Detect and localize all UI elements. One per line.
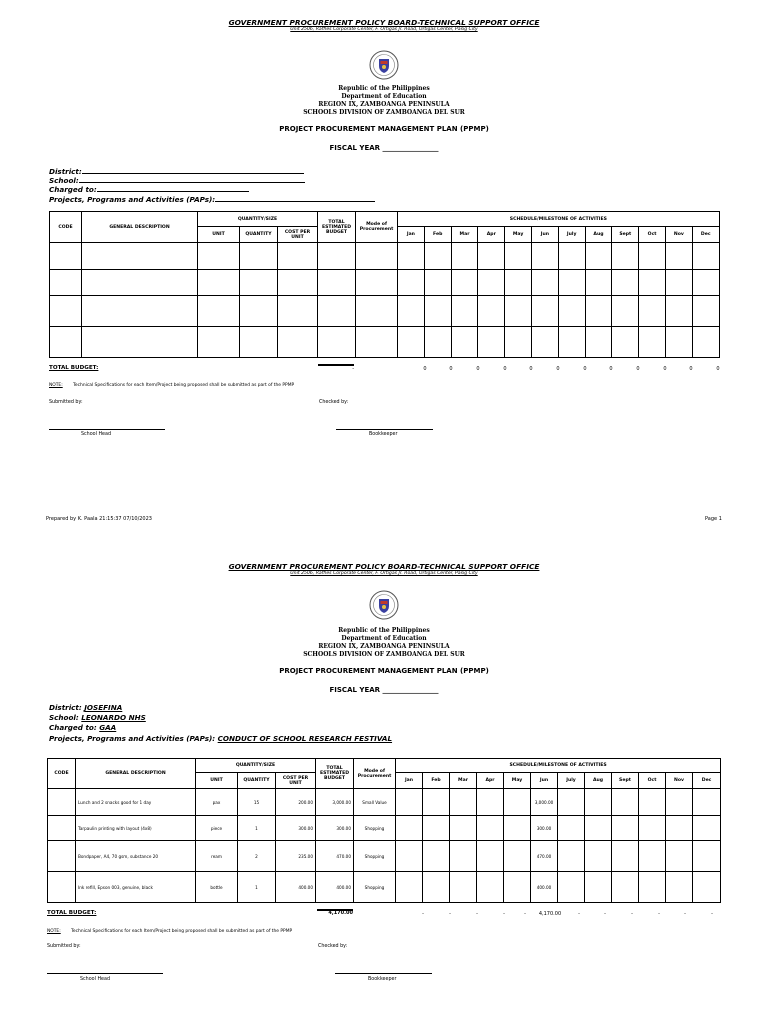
month-apr: Apr	[478, 227, 505, 243]
total-budget-label: TOTAL BUDGET:	[47, 910, 97, 916]
school-head-signature-line	[49, 429, 165, 430]
district-field	[49, 703, 122, 712]
month-aug: Aug	[585, 773, 612, 789]
table-row	[50, 327, 720, 358]
month-total: 0	[663, 366, 667, 372]
ppmp-table	[47, 758, 721, 903]
region-line: REGION IX, ZAMBOANGA PENINSULA	[318, 101, 450, 108]
col-mode: Mode of Procurement	[356, 212, 398, 243]
col-schedule: SCHEDULE/MILESTONE OF ACTIVITIES	[398, 212, 720, 227]
col-total-budget: TOTAL ESTIMATED BUDGET	[316, 759, 354, 789]
month-dec: Dec	[693, 773, 721, 789]
paps-field	[49, 734, 392, 743]
month-may: May	[505, 227, 532, 243]
item-description: Bondpaper, A4, 70 gsm, substance 20	[76, 841, 196, 872]
division-line: SCHOOLS DIVISION OF ZAMBOANGA DEL SUR	[303, 109, 465, 116]
paps-field	[49, 194, 375, 204]
header-title: GOVERNMENT PROCUREMENT POLICY BOARD-TECHNICAL SUPPORT OFFICE	[228, 18, 540, 27]
month-total: 0	[476, 366, 480, 372]
month-total: -	[578, 911, 580, 917]
note-label: NOTE:	[47, 929, 61, 934]
item-description: Lunch and 2 snacks good for 1 day	[76, 789, 196, 816]
month-nov: Nov	[665, 227, 692, 243]
prepared-by-footer: Prepared by K. Paala 21:15:37 07/10/2023	[46, 516, 152, 522]
paps-value: CONDUCT OF SCHOOL RESEARCH FESTIVAL	[217, 734, 393, 743]
charged-to-value: GAA	[99, 723, 117, 732]
month-sep: Sept	[612, 773, 639, 789]
dept-line: Department of Education	[341, 93, 427, 100]
note-text: Technical Specifications for each Item/Project being proposed shall be submitted as part of the PPMP	[71, 929, 293, 934]
month-total: 0	[716, 366, 720, 372]
header-address: Unit 2506, Raffles Corporate Center, F. Ortigas Jr. Road, Ortigas Center, Pasig City	[290, 571, 478, 576]
district-label: District:	[49, 703, 82, 712]
col-code: CODE	[50, 212, 82, 243]
deped-seal-icon	[369, 590, 399, 620]
col-code: CODE	[48, 759, 76, 789]
region-line: REGION IX, ZAMBOANGA PENINSULA	[318, 643, 450, 650]
item-description: Ink refill, Epson 003, genuine, black	[76, 872, 196, 903]
col-quantity-size: QUANTITY/SIZE	[198, 212, 318, 227]
month-feb: Feb	[424, 227, 451, 243]
col-mode: Mode of Procurement	[354, 759, 396, 789]
school-head-label: School Head	[80, 977, 110, 982]
month-total: -	[524, 911, 526, 917]
month-total: -	[631, 911, 633, 917]
month-sep: Sept	[612, 227, 639, 243]
month-jan: Jan	[396, 773, 423, 789]
deped-seal-icon	[369, 50, 399, 80]
ppmp-page-2	[0, 540, 768, 1024]
note-text: Technical Specifications for each Item/Project being proposed shall be submitted as part of the PPMP	[73, 383, 295, 388]
total-budget-value: 4,170.00	[328, 910, 353, 916]
school-field	[49, 713, 146, 722]
col-unit: UNIT	[198, 227, 240, 243]
month-feb: Feb	[423, 773, 450, 789]
bookkeeper-label: Bookkeeper	[368, 977, 397, 982]
fiscal-year: FISCAL YEAR ________________	[329, 686, 439, 694]
paps-label: Projects, Programs and Activities (PAPs):	[49, 734, 216, 743]
col-schedule: SCHEDULE/MILESTONE OF ACTIVITIES	[396, 759, 721, 773]
month-dec: Dec	[692, 227, 719, 243]
month-total: -	[449, 911, 451, 917]
charged-to-field	[49, 184, 249, 194]
checked-by-label: Checked by:	[319, 400, 349, 405]
month-oct: Oct	[639, 227, 666, 243]
header-title: GOVERNMENT PROCUREMENT POLICY BOARD-TECHNICAL SUPPORT OFFICE	[228, 562, 540, 571]
month-jul: July	[558, 227, 585, 243]
bookkeeper-signature-line	[335, 973, 432, 974]
month-total: -	[604, 911, 606, 917]
month-total: 0	[689, 366, 693, 372]
header-address: Unit 2506, Raffles Corporate Center, F. Ortigas Jr. Road, Ortigas Center, Pasig City	[290, 27, 478, 32]
month-mar: Mar	[451, 227, 478, 243]
table-row: Ink refill, Epson 003, genuine, black bottle 1 400.00 400.00 Shopping 400.00	[48, 872, 721, 903]
month-total: 4,170.00	[538, 911, 562, 917]
item-description: Tarpaulin printing with layout (4x8)	[76, 816, 196, 841]
table-row: Lunch and 2 snacks good for 1 day pax 15 200.00 3,000.00 Small Value 3,000.00	[48, 789, 721, 816]
col-unit: UNIT	[196, 773, 238, 789]
school-value: LEONARDO NHS	[81, 713, 146, 722]
total-budget-value: -	[352, 366, 354, 372]
district-label: District:	[49, 167, 82, 176]
submitted-by-label: Submitted by:	[49, 400, 83, 405]
month-jun: Jun	[531, 773, 558, 789]
col-cost-per-unit: COST PER UNIT	[276, 773, 316, 789]
col-quantity: QUANTITY	[240, 227, 278, 243]
month-total: 0	[609, 366, 613, 372]
col-cost-per-unit: COST PER UNIT	[278, 227, 318, 243]
school-label: School:	[49, 713, 79, 722]
table-row	[50, 243, 720, 270]
month-total: 0	[423, 366, 427, 372]
col-quantity-size: QUANTITY/SIZE	[196, 759, 316, 773]
school-head-signature-line	[47, 973, 163, 974]
plan-title: PROJECT PROCUREMENT MANAGEMENT PLAN (PPMP)	[279, 125, 489, 133]
col-description: GENERAL DESCRIPTION	[82, 212, 198, 243]
charged-to-label: Charged to:	[49, 185, 97, 194]
total-budget-label: TOTAL BUDGET:	[49, 365, 99, 371]
charged-to-field	[49, 723, 116, 732]
bookkeeper-label: Bookkeeper	[369, 432, 398, 437]
table-row: Tarpaulin printing with layout (4x8) piece 1 300.00 300.00 Shopping 300.00	[48, 816, 721, 841]
school-label: School:	[49, 176, 79, 185]
month-total: 0	[529, 366, 533, 372]
month-total: 0	[556, 366, 560, 372]
month-may: May	[504, 773, 531, 789]
col-quantity: QUANTITY	[238, 773, 276, 789]
district-value: JOSEFINA	[84, 703, 123, 712]
fiscal-year: FISCAL YEAR ________________	[329, 144, 439, 152]
month-total: -	[476, 911, 478, 917]
gov-line: Republic of the Philippines	[338, 85, 430, 92]
table-row	[50, 270, 720, 296]
month-aug: Aug	[585, 227, 612, 243]
dept-line: Department of Education	[341, 635, 427, 642]
paps-label: Projects, Programs and Activities (PAPs):	[49, 195, 216, 204]
month-total: -	[684, 911, 686, 917]
school-head-label: School Head	[81, 432, 111, 437]
col-total-budget: TOTAL ESTIMATED BUDGET	[318, 212, 356, 243]
table-row: Bondpaper, A4, 70 gsm, substance 20 ream 2 235.00 470.00 Shopping 470.00	[48, 841, 721, 872]
division-line: SCHOOLS DIVISION OF ZAMBOANGA DEL SUR	[303, 651, 465, 658]
month-jun: Jun	[532, 227, 559, 243]
month-total: 0	[636, 366, 640, 372]
month-nov: Nov	[666, 773, 693, 789]
month-total: 0	[449, 366, 453, 372]
checked-by-label: Checked by:	[318, 944, 348, 949]
month-oct: Oct	[639, 773, 666, 789]
note-label: NOTE:	[49, 383, 63, 388]
month-total: -	[658, 911, 660, 917]
ppmp-table	[49, 211, 720, 358]
charged-to-label: Charged to:	[49, 723, 97, 732]
plan-title: PROJECT PROCUREMENT MANAGEMENT PLAN (PPMP)	[279, 667, 489, 675]
col-description: GENERAL DESCRIPTION	[76, 759, 196, 789]
month-total: 0	[503, 366, 507, 372]
month-jul: July	[558, 773, 585, 789]
month-total: -	[711, 911, 713, 917]
month-total: 0	[583, 366, 587, 372]
month-jan: Jan	[398, 227, 425, 243]
bookkeeper-signature-line	[336, 429, 433, 430]
table-row	[50, 296, 720, 327]
month-total: -	[422, 911, 424, 917]
gov-line: Republic of the Philippines	[338, 627, 430, 634]
page-number: Page 1	[705, 516, 722, 522]
month-mar: Mar	[450, 773, 477, 789]
month-total: -	[503, 911, 505, 917]
month-apr: Apr	[477, 773, 504, 789]
submitted-by-label: Submitted by:	[47, 944, 81, 949]
